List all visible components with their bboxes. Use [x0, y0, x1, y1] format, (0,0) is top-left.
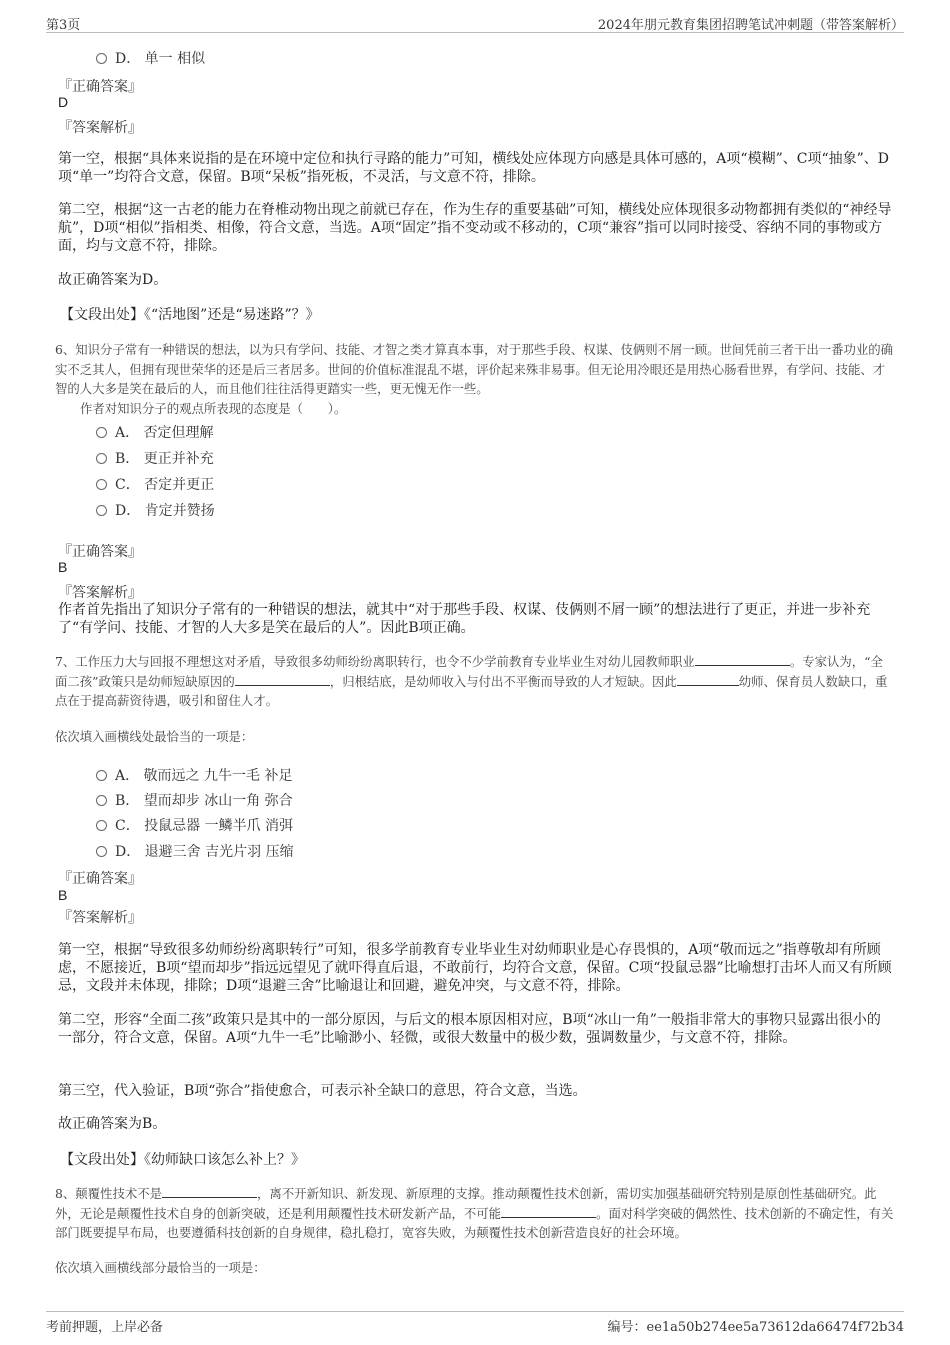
- radio-icon[interactable]: [96, 795, 107, 806]
- radio-icon[interactable]: [96, 453, 107, 464]
- q5-analysis-paragraph: 第一空，根据“具体来说指的是在环境中定位和执行寻路的能力”可知，横线处应体现方向感是具体可感的，A项“模糊”、C项“抽象”、D项“单一”均符合文意，保留。B项“呆板”指死板，不灵活，与文意不符，排除。: [58, 151, 889, 185]
- blank-line: [162, 1185, 257, 1198]
- q7-analysis-paragraph: 第二空，形容“全面二孩”政策只是其中的一部分原因，与后文的根本原因相对应，B项“冰山一角”一般指非常大的事物只显露出很小的一部分，符合文意，保留。A项“九牛一毛”比喻渺小、轻微，或很大数量中的极少数，强调数量少，与文意不符，排除。: [58, 1012, 881, 1046]
- q6-analysis-label: 『答案解析』: [58, 585, 142, 601]
- page-number: 第3页: [46, 18, 81, 33]
- document-id: 编号：ee1a50b274ee5a73612da66474f72b34: [607, 1320, 904, 1335]
- q6-question: 作者对知识分子的观点所表现的态度是（ ）。: [80, 401, 347, 416]
- q6-option-b[interactable]: B． 更正并补充: [96, 448, 214, 468]
- q6-option-c[interactable]: C． 否定并更正: [96, 474, 214, 494]
- q7-answer: B: [58, 887, 68, 903]
- q7-analysis-paragraph: 第一空，根据“导致很多幼师纷纷离职转行”可知，很多学前教育专业毕业生对幼师职业是心存畏惧的，A项“敬而远之”指尊敬却有所顾虑，不愿接近，B项“望而却步”指远远望见了就吓得直后退，不敢前行，均符合文意，保留。C项“投鼠忌器”比喻想打击坏人而又有所顾忌，文段并未体现，排除；D项“退避三舍”比喻退让和回避，避免冲突，与文意不符，排除。: [58, 942, 892, 994]
- blank-line: [501, 1205, 596, 1218]
- radio-icon[interactable]: [96, 53, 107, 64]
- q5-conclusion: 故正确答案为D。: [58, 272, 168, 288]
- q5-option-d[interactable]: D． 单一 相似: [96, 48, 205, 68]
- radio-icon[interactable]: [96, 479, 107, 490]
- radio-icon[interactable]: [96, 770, 107, 781]
- q7-analysis-paragraph: 第三空，代入验证，B项“弥合”指使愈合，可表示补全缺口的意思，符合文意，当选。: [58, 1083, 587, 1099]
- q5-answer: D: [58, 94, 69, 110]
- q6-option-d[interactable]: D． 肯定并赞扬: [96, 500, 215, 520]
- q8-question: 依次填入画横线部分最恰当的一项是：: [55, 1260, 266, 1275]
- q6-option-a[interactable]: A． 否定但理解: [96, 422, 214, 442]
- document-title: 2024年朋元教育集团招聘笔试冲刺题（带答案解析）: [597, 18, 904, 33]
- radio-icon[interactable]: [96, 820, 107, 831]
- q6-analysis: 作者首先指出了知识分子常有的一种错误的想法，就其中“对于那些手段、权谋、伎俩则不屑一顾”的想法进行了更正，并进一步补充了“有学问、技能、才智的人大多是笑在最后的人”。因此B项正确。: [58, 602, 871, 636]
- q7-question: 依次填入画横线处最恰当的一项是：: [55, 729, 254, 744]
- q7-stem: 7、工作压力大与回报不理想这对矛盾，导致很多幼师纷纷离职转行，也令不少学前教育专业毕业生对幼儿园教师职业 。专家认为，“全面二孩”政策只是幼师短缺原因的 ，归根结底，是幼师收入与付出不平衡而导致的人才短缺。因此 幼师、保育员人数缺口，重点在于提高薪资待遇，吸引和留住人才。: [55, 654, 888, 708]
- q5-analysis-label: 『答案解析』: [58, 120, 142, 136]
- q5-analysis-paragraph: 第二空，根据“这一古老的能力在脊椎动物出现之前就已存在，作为生存的重要基础”可知，横线处应体现很多动物都拥有类似的“神经导航”，D项“相似”指相类、相像，符合文意，当选。A项“固定”指不变动或不移动的，C项“兼容”指可以同时接受、容纳不同的事物或方面，均与文意不符，排除。: [58, 202, 892, 254]
- page-header: [46, 12, 904, 33]
- radio-icon[interactable]: [96, 427, 107, 438]
- q7-answer-label: 『正确答案』: [58, 871, 142, 887]
- blank-line: [677, 673, 739, 686]
- q7-analysis-label: 『答案解析』: [58, 910, 142, 926]
- q8-stem: 8、颠覆性技术不是 ，离不开新知识、新发现、新原理的支撑。推动颠覆性技术创新，需切实加强基础研究特别是原创性基础研究。此外，无论是颠覆性技术自身的创新突破，还是利用颠覆性技术研发新产品，不可能 。面对科学突破的偶然性、技术创新的不确定性，有关部门既要提早布局，也要遵循科技创新的自身规律，稳扎稳打，宽容失败，为颠覆性技术创新营造良好的社会环境。: [55, 1186, 894, 1240]
- footer-slogan: 考前押题，上岸必备: [46, 1320, 164, 1335]
- q7-option-b[interactable]: B． 望而却步 冰山一角 弥合: [96, 790, 293, 810]
- radio-icon[interactable]: [96, 505, 107, 516]
- q5-source: 【文段出处】《“活地图”还是“易迷路”？》: [60, 307, 320, 323]
- q6-stem: 6、知识分子常有一种错误的想法，以为只有学问、技能、才智之类才算真本事，对于那些手段、权谋、伎俩则不屑一顾。世间凭前三者干出一番功业的确实不乏其人，但拥有现世荣华的还是后三者居多。世间的价值标准混乱不堪，评价起来殊非易事。但无论用冷眼还是用热心肠看世界，有学问、技能、才智的人大多是笑在最后的人，而且他们往往活得更踏实一些，更无愧无作一些。: [55, 342, 894, 396]
- blank-line: [695, 653, 790, 666]
- q7-conclusion: 故正确答案为B。: [58, 1116, 167, 1132]
- q7-option-a[interactable]: A． 敬而远之 九牛一毛 补足: [96, 765, 292, 785]
- q7-option-c[interactable]: C． 投鼠忌器 一鳞半爪 消弭: [96, 815, 293, 835]
- q6-answer-label: 『正确答案』: [58, 544, 142, 560]
- q7-option-d[interactable]: D． 退避三舍 吉光片羽 压缩: [96, 841, 294, 861]
- q6-answer: B: [58, 559, 68, 575]
- q7-source: 【文段出处】《幼师缺口该怎么补上？》: [60, 1152, 305, 1168]
- radio-icon[interactable]: [96, 846, 107, 857]
- blank-line: [235, 673, 330, 686]
- page-footer: [46, 1311, 904, 1334]
- q5-answer-label: 『正确答案』: [58, 79, 142, 95]
